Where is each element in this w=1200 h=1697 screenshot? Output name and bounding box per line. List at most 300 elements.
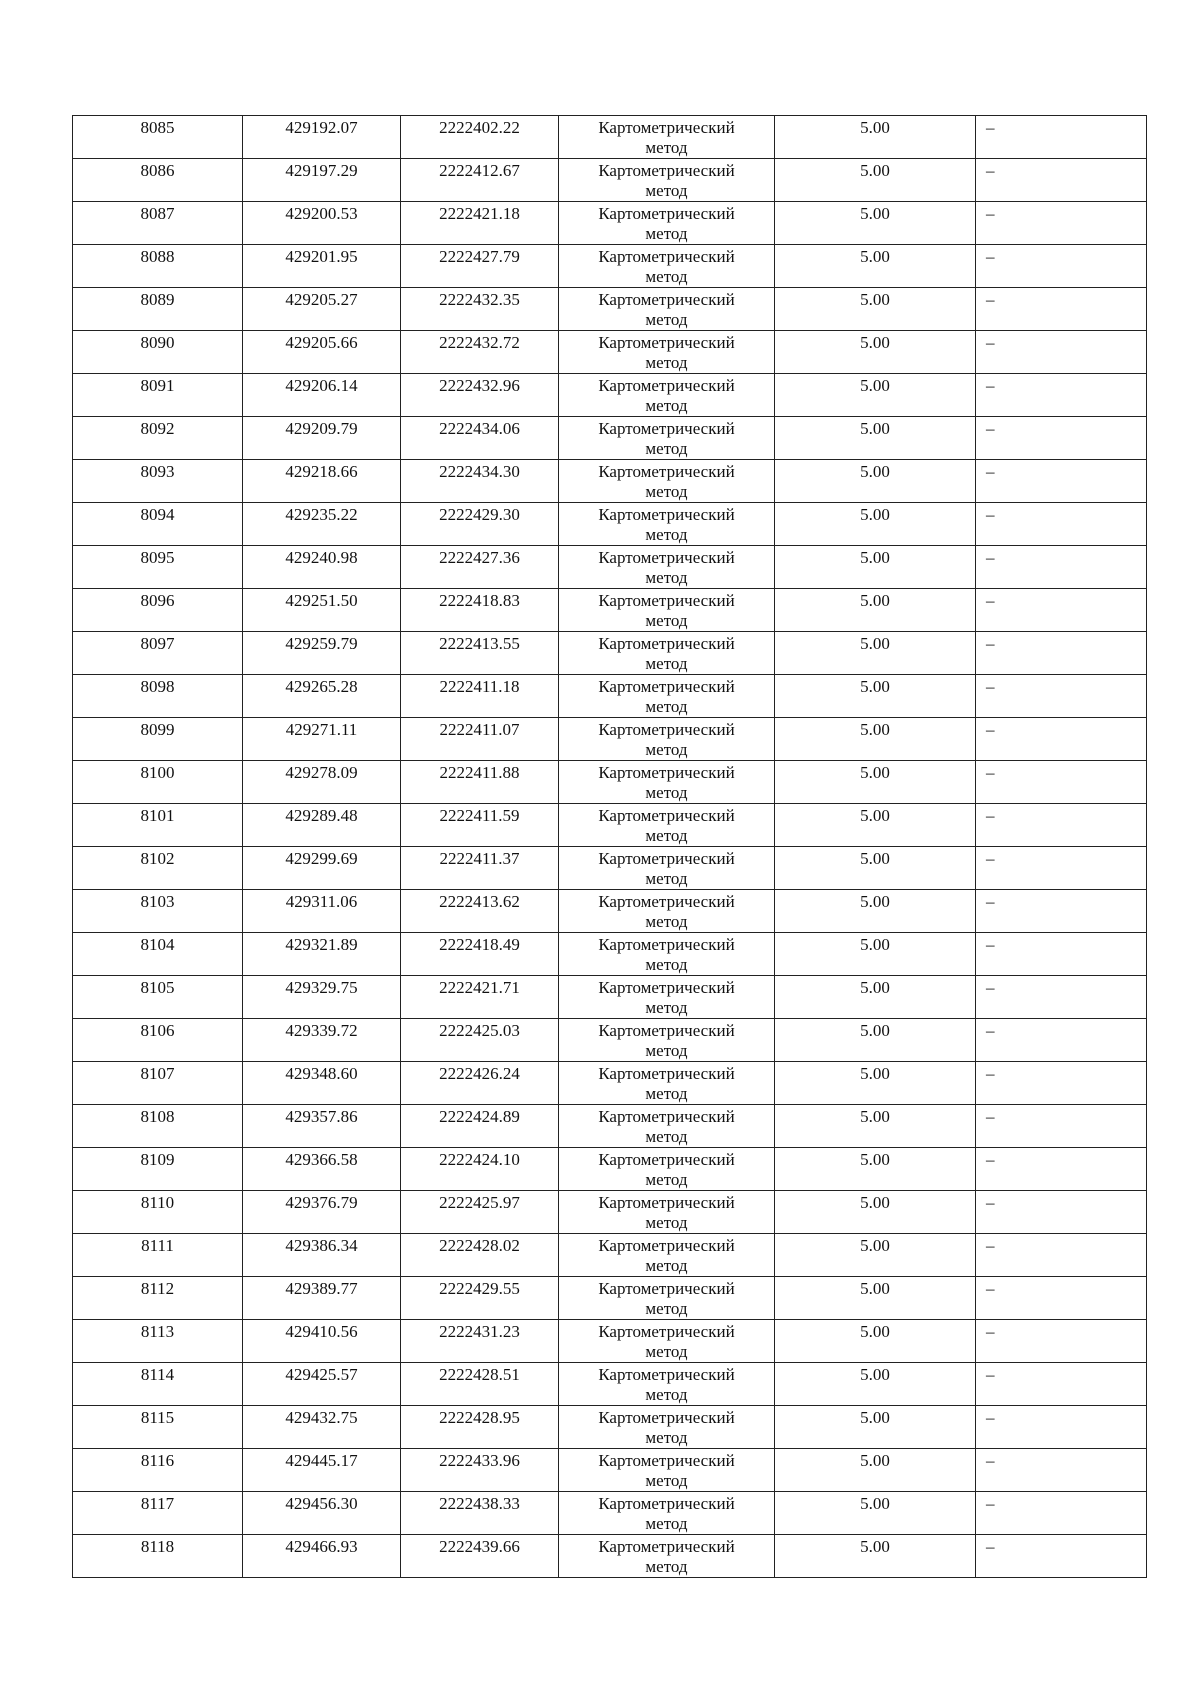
method-label-line-2: метод <box>645 267 688 286</box>
method-cell <box>559 1148 775 1191</box>
method-label-line-1: Картометрический <box>598 1408 735 1427</box>
accuracy-cell: 5.00 <box>775 116 976 159</box>
y-coordinate-cell: 2222421.71 <box>401 976 559 1019</box>
method-cell <box>559 1449 775 1492</box>
table-row <box>73 374 1147 417</box>
y-coordinate-cell: 2222427.79 <box>401 245 559 288</box>
method-cell <box>559 675 775 718</box>
method-label-line-1: Картометрический <box>598 118 735 137</box>
note-cell: – <box>976 1105 1147 1148</box>
y-coordinate-cell: 2222431.23 <box>401 1320 559 1363</box>
method-label-line-2: метод <box>645 1127 688 1146</box>
y-coordinate-cell: 2222413.55 <box>401 632 559 675</box>
y-coordinate-cell: 2222429.55 <box>401 1277 559 1320</box>
note-cell: – <box>976 890 1147 933</box>
note-cell: – <box>976 1535 1147 1578</box>
x-coordinate-cell: 429265.28 <box>243 675 401 718</box>
table-row <box>73 503 1147 546</box>
y-coordinate-cell: 2222428.51 <box>401 1363 559 1406</box>
y-coordinate-cell: 2222434.30 <box>401 460 559 503</box>
y-coordinate-cell: 2222402.22 <box>401 116 559 159</box>
method-label-line-1: Картометрический <box>598 161 735 180</box>
table-row <box>73 718 1147 761</box>
point-number-cell: 8114 <box>73 1363 243 1406</box>
accuracy-cell: 5.00 <box>775 976 976 1019</box>
method-label-line-2: метод <box>645 1299 688 1318</box>
note-cell: – <box>976 245 1147 288</box>
y-coordinate-cell: 2222433.96 <box>401 1449 559 1492</box>
table-row <box>73 1406 1147 1449</box>
point-number-cell: 8096 <box>73 589 243 632</box>
method-cell <box>559 1320 775 1363</box>
accuracy-cell: 5.00 <box>775 460 976 503</box>
note-cell: – <box>976 632 1147 675</box>
method-label-line-1: Картометрический <box>598 548 735 567</box>
method-label-line-1: Картометрический <box>598 935 735 954</box>
x-coordinate-cell: 429445.17 <box>243 1449 401 1492</box>
point-number-cell: 8097 <box>73 632 243 675</box>
point-number-cell: 8095 <box>73 546 243 589</box>
accuracy-cell: 5.00 <box>775 503 976 546</box>
x-coordinate-cell: 429456.30 <box>243 1492 401 1535</box>
note-cell: – <box>976 1191 1147 1234</box>
method-cell <box>559 245 775 288</box>
method-label-line-2: метод <box>645 181 688 200</box>
table-row <box>73 1320 1147 1363</box>
x-coordinate-cell: 429389.77 <box>243 1277 401 1320</box>
table-row <box>73 245 1147 288</box>
accuracy-cell: 5.00 <box>775 1535 976 1578</box>
accuracy-cell: 5.00 <box>775 1019 976 1062</box>
x-coordinate-cell: 429357.86 <box>243 1105 401 1148</box>
method-label-line-2: метод <box>645 998 688 1017</box>
accuracy-cell: 5.00 <box>775 804 976 847</box>
table-row <box>73 847 1147 890</box>
coordinates-table-body <box>73 116 1147 1578</box>
y-coordinate-cell: 2222411.18 <box>401 675 559 718</box>
method-cell <box>559 589 775 632</box>
note-cell: – <box>976 1062 1147 1105</box>
method-cell <box>559 331 775 374</box>
method-label-line-1: Картометрический <box>598 1236 735 1255</box>
y-coordinate-cell: 2222427.36 <box>401 546 559 589</box>
x-coordinate-cell: 429259.79 <box>243 632 401 675</box>
note-cell: – <box>976 804 1147 847</box>
x-coordinate-cell: 429200.53 <box>243 202 401 245</box>
method-label-line-2: метод <box>645 1471 688 1490</box>
point-number-cell: 8092 <box>73 417 243 460</box>
point-number-cell: 8104 <box>73 933 243 976</box>
point-number-cell: 8103 <box>73 890 243 933</box>
y-coordinate-cell: 2222418.83 <box>401 589 559 632</box>
x-coordinate-cell: 429240.98 <box>243 546 401 589</box>
point-number-cell: 8108 <box>73 1105 243 1148</box>
note-cell: – <box>976 1449 1147 1492</box>
note-cell: – <box>976 159 1147 202</box>
method-label-line-2: метод <box>645 740 688 759</box>
note-cell: – <box>976 1277 1147 1320</box>
x-coordinate-cell: 429321.89 <box>243 933 401 976</box>
note-cell: – <box>976 374 1147 417</box>
method-label-line-1: Картометрический <box>598 1451 735 1470</box>
y-coordinate-cell: 2222428.95 <box>401 1406 559 1449</box>
note-cell: – <box>976 202 1147 245</box>
x-coordinate-cell: 429205.66 <box>243 331 401 374</box>
accuracy-cell: 5.00 <box>775 890 976 933</box>
method-label-line-1: Картометрический <box>598 505 735 524</box>
table-row <box>73 331 1147 374</box>
accuracy-cell: 5.00 <box>775 847 976 890</box>
note-cell: – <box>976 933 1147 976</box>
accuracy-cell: 5.00 <box>775 288 976 331</box>
x-coordinate-cell: 429366.58 <box>243 1148 401 1191</box>
method-cell <box>559 374 775 417</box>
accuracy-cell: 5.00 <box>775 417 976 460</box>
note-cell: – <box>976 1148 1147 1191</box>
table-row <box>73 890 1147 933</box>
point-number-cell: 8086 <box>73 159 243 202</box>
x-coordinate-cell: 429197.29 <box>243 159 401 202</box>
accuracy-cell: 5.00 <box>775 331 976 374</box>
x-coordinate-cell: 429339.72 <box>243 1019 401 1062</box>
x-coordinate-cell: 429348.60 <box>243 1062 401 1105</box>
method-label-line-1: Картометрический <box>598 1193 735 1212</box>
method-label-line-1: Картометрический <box>598 1322 735 1341</box>
note-cell: – <box>976 1363 1147 1406</box>
accuracy-cell: 5.00 <box>775 1492 976 1535</box>
x-coordinate-cell: 429432.75 <box>243 1406 401 1449</box>
accuracy-cell: 5.00 <box>775 1062 976 1105</box>
y-coordinate-cell: 2222425.03 <box>401 1019 559 1062</box>
x-coordinate-cell: 429251.50 <box>243 589 401 632</box>
y-coordinate-cell: 2222421.18 <box>401 202 559 245</box>
y-coordinate-cell: 2222432.96 <box>401 374 559 417</box>
method-cell <box>559 1019 775 1062</box>
method-label-line-2: метод <box>645 1041 688 1060</box>
method-label-line-2: метод <box>645 439 688 458</box>
y-coordinate-cell: 2222424.89 <box>401 1105 559 1148</box>
method-cell <box>559 202 775 245</box>
x-coordinate-cell: 429192.07 <box>243 116 401 159</box>
table-row <box>73 1449 1147 1492</box>
point-number-cell: 8100 <box>73 761 243 804</box>
method-cell <box>559 1492 775 1535</box>
note-cell: – <box>976 1320 1147 1363</box>
y-coordinate-cell: 2222411.88 <box>401 761 559 804</box>
point-number-cell: 8090 <box>73 331 243 374</box>
x-coordinate-cell: 429410.56 <box>243 1320 401 1363</box>
method-label-line-1: Картометрический <box>598 1150 735 1169</box>
accuracy-cell: 5.00 <box>775 245 976 288</box>
point-number-cell: 8115 <box>73 1406 243 1449</box>
method-label-line-2: метод <box>645 224 688 243</box>
note-cell: – <box>976 460 1147 503</box>
method-label-line-1: Картометрический <box>598 376 735 395</box>
y-coordinate-cell: 2222424.10 <box>401 1148 559 1191</box>
method-label-line-1: Картометрический <box>598 677 735 696</box>
x-coordinate-cell: 429311.06 <box>243 890 401 933</box>
table-row <box>73 1535 1147 1578</box>
table-row <box>73 159 1147 202</box>
y-coordinate-cell: 2222432.72 <box>401 331 559 374</box>
point-number-cell: 8118 <box>73 1535 243 1578</box>
note-cell: – <box>976 546 1147 589</box>
table-row <box>73 116 1147 159</box>
method-label-line-2: метод <box>645 1428 688 1447</box>
method-cell <box>559 546 775 589</box>
x-coordinate-cell: 429386.34 <box>243 1234 401 1277</box>
point-number-cell: 8088 <box>73 245 243 288</box>
method-label-line-2: метод <box>645 654 688 673</box>
accuracy-cell: 5.00 <box>775 202 976 245</box>
table-row <box>73 1148 1147 1191</box>
point-number-cell: 8087 <box>73 202 243 245</box>
accuracy-cell: 5.00 <box>775 1105 976 1148</box>
table-row <box>73 1019 1147 1062</box>
method-label-line-1: Картометрический <box>598 1021 735 1040</box>
method-label-line-1: Картометрический <box>598 1537 735 1556</box>
method-label-line-2: метод <box>645 1514 688 1533</box>
y-coordinate-cell: 2222432.35 <box>401 288 559 331</box>
point-number-cell: 8117 <box>73 1492 243 1535</box>
accuracy-cell: 5.00 <box>775 1234 976 1277</box>
y-coordinate-cell: 2222418.49 <box>401 933 559 976</box>
point-number-cell: 8085 <box>73 116 243 159</box>
note-cell: – <box>976 288 1147 331</box>
method-label-line-2: метод <box>645 525 688 544</box>
table-row <box>73 202 1147 245</box>
note-cell: – <box>976 847 1147 890</box>
method-label-line-1: Картометрический <box>598 806 735 825</box>
point-number-cell: 8116 <box>73 1449 243 1492</box>
method-label-line-2: метод <box>645 611 688 630</box>
method-cell <box>559 761 775 804</box>
accuracy-cell: 5.00 <box>775 1148 976 1191</box>
method-cell <box>559 890 775 933</box>
method-label-line-2: метод <box>645 1084 688 1103</box>
table-row <box>73 1363 1147 1406</box>
method-label-line-2: метод <box>645 1385 688 1404</box>
method-cell <box>559 1062 775 1105</box>
accuracy-cell: 5.00 <box>775 1449 976 1492</box>
method-cell <box>559 1105 775 1148</box>
point-number-cell: 8099 <box>73 718 243 761</box>
point-number-cell: 8107 <box>73 1062 243 1105</box>
method-cell <box>559 460 775 503</box>
table-row <box>73 1062 1147 1105</box>
method-cell <box>559 1234 775 1277</box>
x-coordinate-cell: 429289.48 <box>243 804 401 847</box>
table-row <box>73 804 1147 847</box>
method-cell <box>559 1191 775 1234</box>
method-label-line-1: Картометрический <box>598 1365 735 1384</box>
method-cell <box>559 804 775 847</box>
method-cell <box>559 116 775 159</box>
method-label-line-2: метод <box>645 697 688 716</box>
y-coordinate-cell: 2222425.97 <box>401 1191 559 1234</box>
method-label-line-1: Картометрический <box>598 978 735 997</box>
document-page <box>72 115 1146 1578</box>
method-label-line-2: метод <box>645 482 688 501</box>
accuracy-cell: 5.00 <box>775 933 976 976</box>
y-coordinate-cell: 2222426.24 <box>401 1062 559 1105</box>
y-coordinate-cell: 2222413.62 <box>401 890 559 933</box>
note-cell: – <box>976 675 1147 718</box>
y-coordinate-cell: 2222412.67 <box>401 159 559 202</box>
y-coordinate-cell: 2222429.30 <box>401 503 559 546</box>
x-coordinate-cell: 429201.95 <box>243 245 401 288</box>
x-coordinate-cell: 429425.57 <box>243 1363 401 1406</box>
method-cell <box>559 632 775 675</box>
method-label-line-1: Картометрический <box>598 591 735 610</box>
method-label-line-2: метод <box>645 826 688 845</box>
method-cell <box>559 1363 775 1406</box>
method-label-line-2: метод <box>645 138 688 157</box>
point-number-cell: 8110 <box>73 1191 243 1234</box>
method-label-line-1: Картометрический <box>598 1064 735 1083</box>
method-label-line-2: метод <box>645 1256 688 1275</box>
method-label-line-1: Картометрический <box>598 247 735 266</box>
accuracy-cell: 5.00 <box>775 1406 976 1449</box>
note-cell: – <box>976 761 1147 804</box>
method-label-line-2: метод <box>645 1170 688 1189</box>
method-label-line-2: метод <box>645 955 688 974</box>
method-cell <box>559 1406 775 1449</box>
method-cell <box>559 417 775 460</box>
y-coordinate-cell: 2222439.66 <box>401 1535 559 1578</box>
point-number-cell: 8094 <box>73 503 243 546</box>
y-coordinate-cell: 2222411.07 <box>401 718 559 761</box>
method-cell <box>559 503 775 546</box>
method-label-line-1: Картометрический <box>598 204 735 223</box>
accuracy-cell: 5.00 <box>775 675 976 718</box>
method-label-line-2: метод <box>645 783 688 802</box>
method-cell <box>559 1535 775 1578</box>
note-cell: – <box>976 116 1147 159</box>
point-number-cell: 8089 <box>73 288 243 331</box>
table-row <box>73 1234 1147 1277</box>
note-cell: – <box>976 1406 1147 1449</box>
method-label-line-2: метод <box>645 869 688 888</box>
table-row <box>73 546 1147 589</box>
accuracy-cell: 5.00 <box>775 1320 976 1363</box>
note-cell: – <box>976 589 1147 632</box>
table-row <box>73 1492 1147 1535</box>
method-label-line-2: метод <box>645 568 688 587</box>
method-label-line-1: Картометрический <box>598 290 735 309</box>
point-number-cell: 8102 <box>73 847 243 890</box>
y-coordinate-cell: 2222411.59 <box>401 804 559 847</box>
accuracy-cell: 5.00 <box>775 374 976 417</box>
accuracy-cell: 5.00 <box>775 159 976 202</box>
note-cell: – <box>976 1234 1147 1277</box>
accuracy-cell: 5.00 <box>775 632 976 675</box>
point-number-cell: 8101 <box>73 804 243 847</box>
method-label-line-1: Картометрический <box>598 849 735 868</box>
x-coordinate-cell: 429466.93 <box>243 1535 401 1578</box>
method-label-line-1: Картометрический <box>598 892 735 911</box>
table-row <box>73 460 1147 503</box>
x-coordinate-cell: 429271.11 <box>243 718 401 761</box>
x-coordinate-cell: 429209.79 <box>243 417 401 460</box>
accuracy-cell: 5.00 <box>775 718 976 761</box>
table-row <box>73 288 1147 331</box>
y-coordinate-cell: 2222411.37 <box>401 847 559 890</box>
accuracy-cell: 5.00 <box>775 1277 976 1320</box>
x-coordinate-cell: 429299.69 <box>243 847 401 890</box>
table-row <box>73 1105 1147 1148</box>
point-number-cell: 8106 <box>73 1019 243 1062</box>
point-number-cell: 8109 <box>73 1148 243 1191</box>
method-cell <box>559 1277 775 1320</box>
table-row <box>73 589 1147 632</box>
table-row <box>73 1191 1147 1234</box>
note-cell: – <box>976 331 1147 374</box>
coordinates-table <box>72 115 1147 1578</box>
point-number-cell: 8093 <box>73 460 243 503</box>
accuracy-cell: 5.00 <box>775 761 976 804</box>
note-cell: – <box>976 1019 1147 1062</box>
note-cell: – <box>976 417 1147 460</box>
method-cell <box>559 976 775 1019</box>
x-coordinate-cell: 429205.27 <box>243 288 401 331</box>
x-coordinate-cell: 429206.14 <box>243 374 401 417</box>
method-label-line-2: метод <box>645 310 688 329</box>
method-label-line-1: Картометрический <box>598 763 735 782</box>
y-coordinate-cell: 2222428.02 <box>401 1234 559 1277</box>
method-label-line-2: метод <box>645 396 688 415</box>
point-number-cell: 8105 <box>73 976 243 1019</box>
method-cell <box>559 847 775 890</box>
method-cell <box>559 718 775 761</box>
point-number-cell: 8111 <box>73 1234 243 1277</box>
method-label-line-2: метод <box>645 1557 688 1576</box>
method-cell <box>559 933 775 976</box>
method-label-line-1: Картометрический <box>598 634 735 653</box>
method-label-line-2: метод <box>645 1213 688 1232</box>
point-number-cell: 8098 <box>73 675 243 718</box>
method-label-line-1: Картометрический <box>598 419 735 438</box>
method-label-line-1: Картометрический <box>598 720 735 739</box>
x-coordinate-cell: 429235.22 <box>243 503 401 546</box>
table-row <box>73 976 1147 1019</box>
accuracy-cell: 5.00 <box>775 1363 976 1406</box>
table-row <box>73 761 1147 804</box>
x-coordinate-cell: 429278.09 <box>243 761 401 804</box>
table-row <box>73 933 1147 976</box>
accuracy-cell: 5.00 <box>775 589 976 632</box>
method-label-line-2: метод <box>645 353 688 372</box>
point-number-cell: 8112 <box>73 1277 243 1320</box>
method-cell <box>559 288 775 331</box>
x-coordinate-cell: 429329.75 <box>243 976 401 1019</box>
note-cell: – <box>976 976 1147 1019</box>
table-row <box>73 417 1147 460</box>
x-coordinate-cell: 429376.79 <box>243 1191 401 1234</box>
method-label-line-1: Картометрический <box>598 333 735 352</box>
table-row <box>73 632 1147 675</box>
method-label-line-1: Картометрический <box>598 1494 735 1513</box>
method-cell <box>559 159 775 202</box>
note-cell: – <box>976 1492 1147 1535</box>
method-label-line-2: метод <box>645 1342 688 1361</box>
accuracy-cell: 5.00 <box>775 546 976 589</box>
note-cell: – <box>976 718 1147 761</box>
accuracy-cell: 5.00 <box>775 1191 976 1234</box>
method-label-line-1: Картометрический <box>598 462 735 481</box>
table-row <box>73 675 1147 718</box>
y-coordinate-cell: 2222438.33 <box>401 1492 559 1535</box>
